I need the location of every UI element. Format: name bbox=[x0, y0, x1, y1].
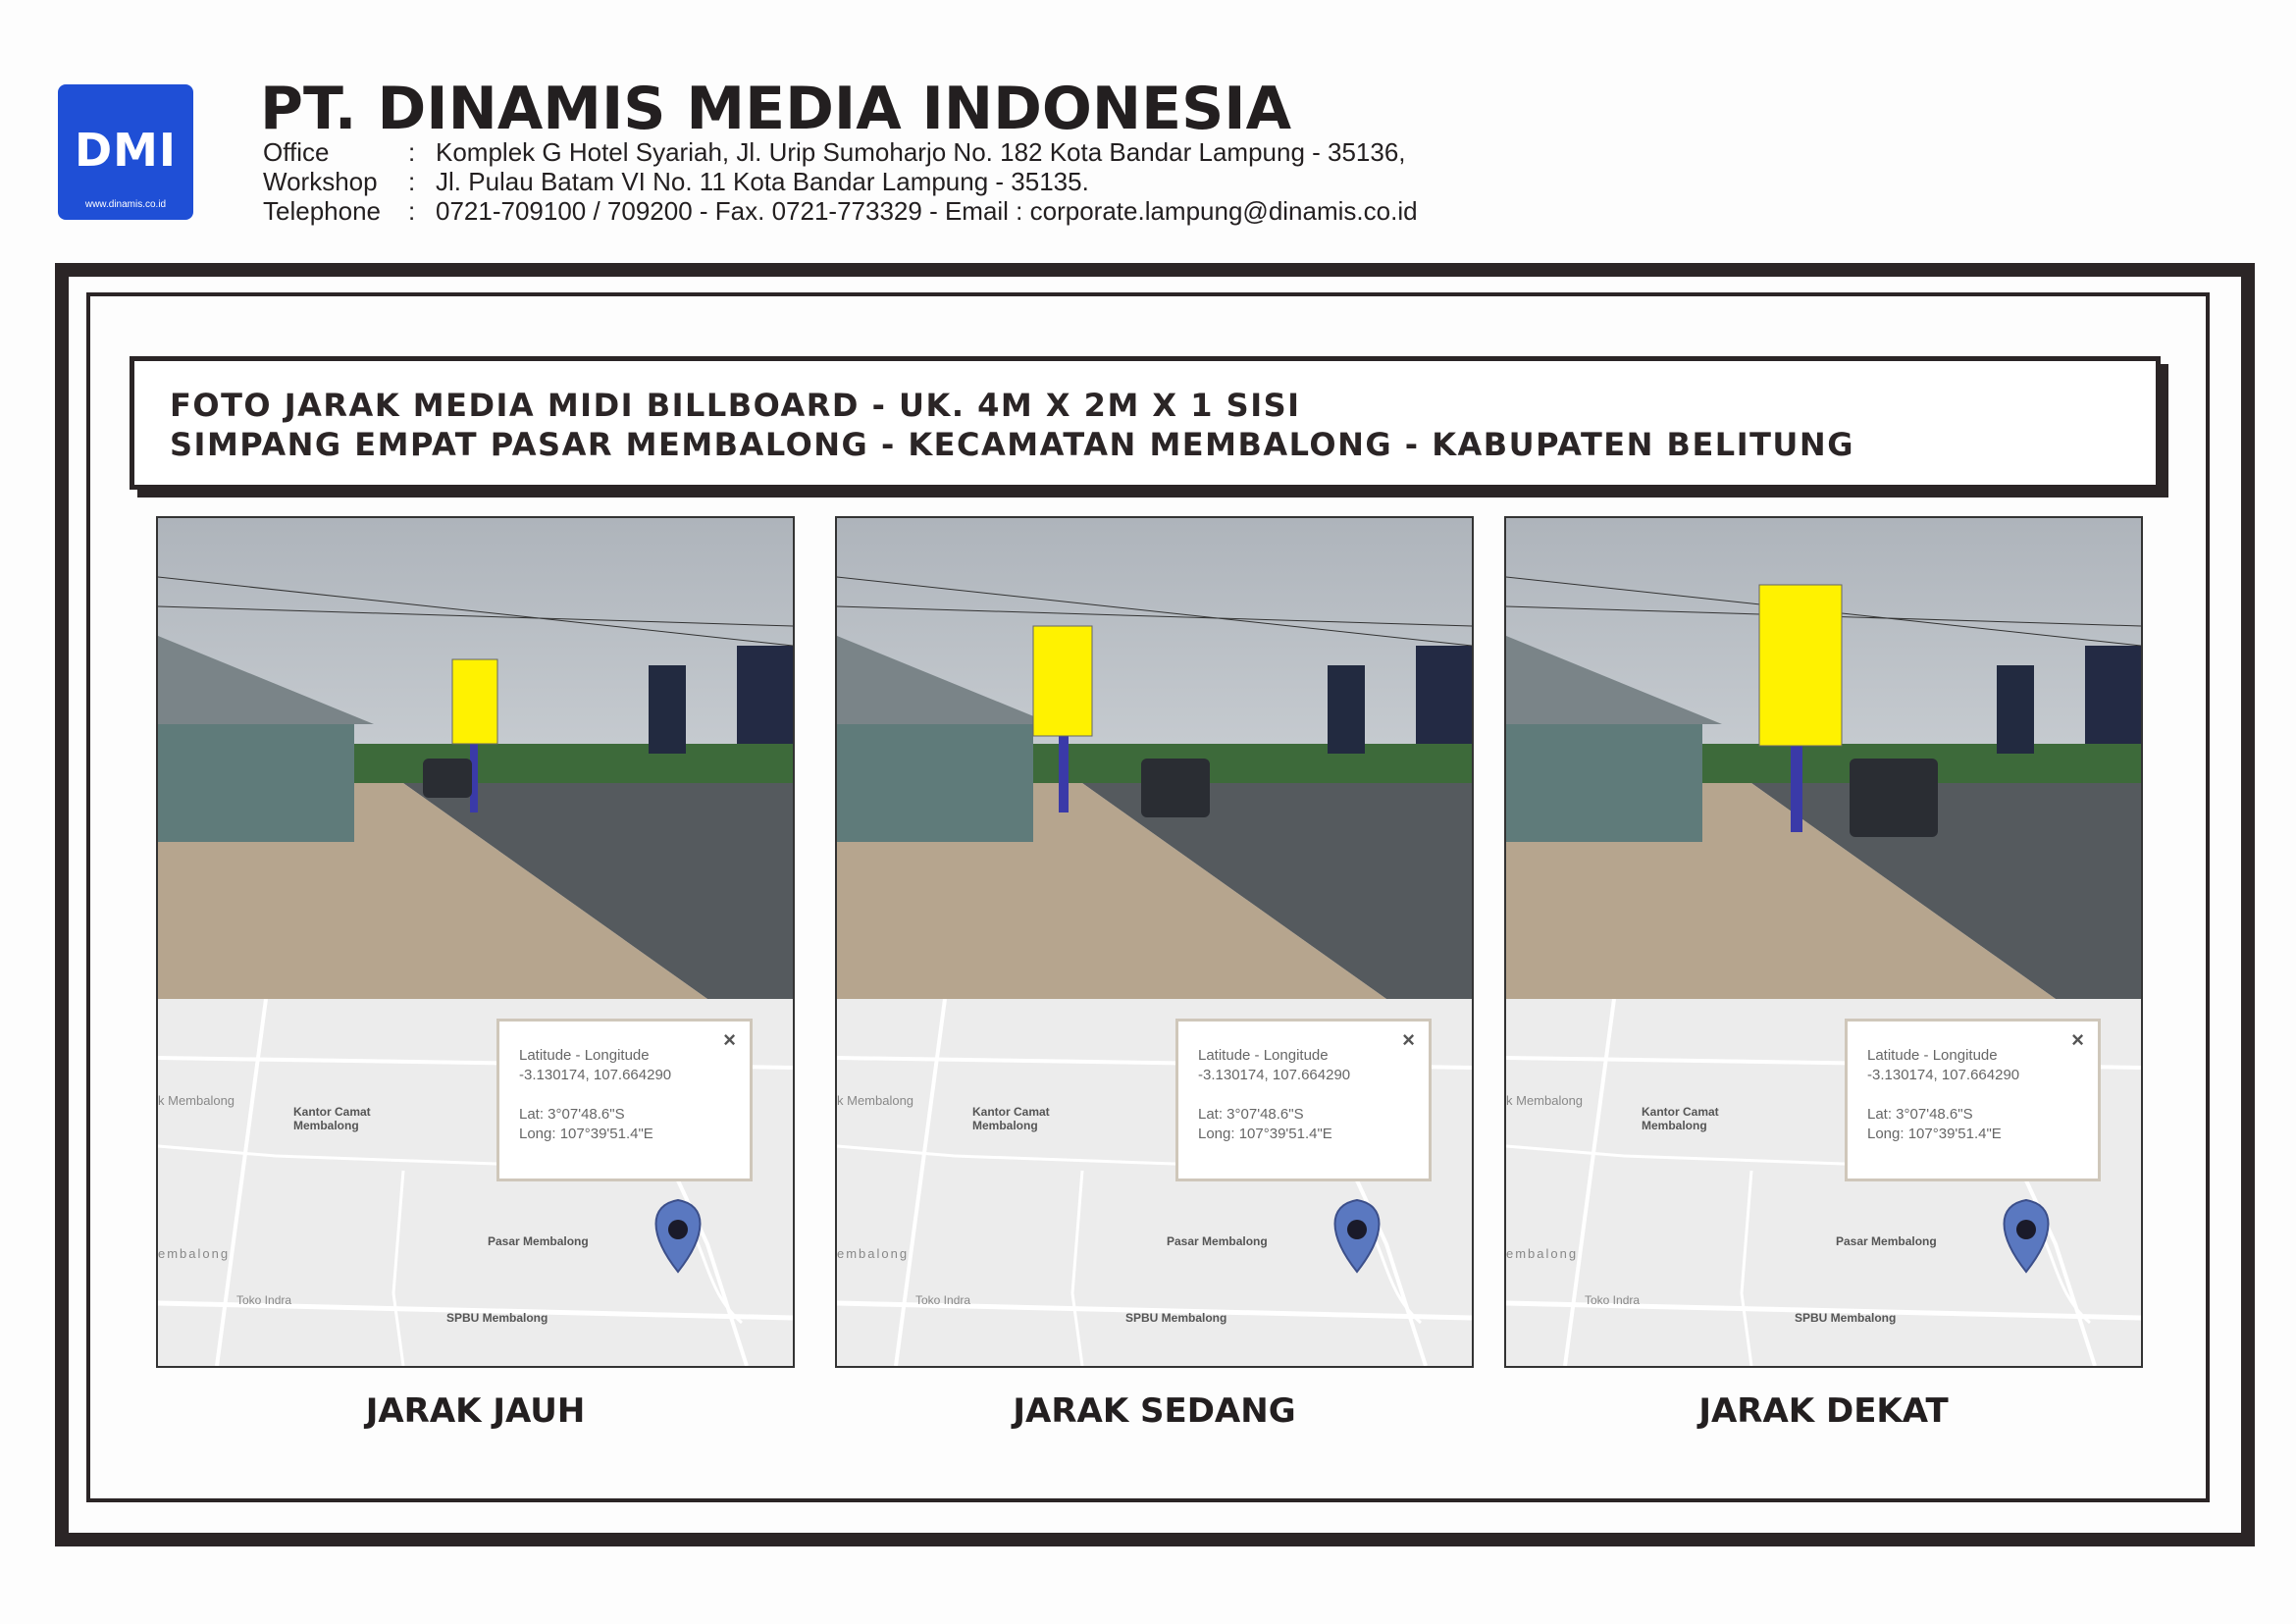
title-box bbox=[130, 356, 2161, 490]
location-map bbox=[837, 999, 1472, 1366]
caption-near: JARAK DEKAT bbox=[1698, 1391, 1949, 1431]
info-label: Office bbox=[263, 137, 330, 167]
map-label-pasar: Pasar Membalong bbox=[1167, 1234, 1268, 1248]
location-map bbox=[1506, 999, 2141, 1366]
coordinate-popup bbox=[496, 1019, 753, 1181]
map-label-area: embalong bbox=[1506, 1246, 1579, 1261]
popup-long: Long: 107°39'51.4"E bbox=[1198, 1126, 1332, 1142]
billboard-photo bbox=[158, 518, 793, 999]
company-info bbox=[263, 137, 1418, 226]
popup-title: Latitude - Longitude bbox=[1198, 1047, 1329, 1064]
title-line-2: SIMPANG EMPAT PASAR MEMBALONG - KECAMATAN MEMBALONG - KABUPATEN BELITUNG bbox=[170, 426, 1854, 463]
coordinate-popup bbox=[1845, 1019, 2101, 1181]
info-value: 0721-709100 / 709200 - Fax. 0721-773329 - Email : corporate.lampung@dinamis.co.id bbox=[436, 196, 1418, 226]
location-map bbox=[158, 999, 793, 1366]
popup-title: Latitude - Longitude bbox=[1867, 1047, 1998, 1064]
popup-lat: Lat: 3°07'48.6"S bbox=[519, 1106, 625, 1123]
logo-text: DMI bbox=[74, 124, 178, 177]
close-icon[interactable]: × bbox=[723, 1027, 736, 1052]
panel-medium bbox=[835, 516, 1474, 1368]
map-label-area: embalong bbox=[158, 1246, 231, 1261]
close-icon[interactable]: × bbox=[2071, 1027, 2084, 1052]
info-label: Workshop bbox=[263, 167, 378, 196]
info-value: Komplek G Hotel Syariah, Jl. Urip Sumoharjo No. 182 Kota Bandar Lampung - 35136, bbox=[436, 137, 1406, 167]
map-label-kantor: Kantor Camat Membalong bbox=[972, 1105, 1050, 1132]
map-label-spbu: SPBU Membalong bbox=[1125, 1311, 1227, 1325]
map-label-toko: Toko Indra bbox=[915, 1293, 971, 1307]
coordinate-popup bbox=[1175, 1019, 1432, 1181]
popup-lat: Lat: 3°07'48.6"S bbox=[1198, 1106, 1304, 1123]
panel-far bbox=[156, 516, 795, 1368]
map-label-pasar: Pasar Membalong bbox=[488, 1234, 589, 1248]
map-label-toko: Toko Indra bbox=[236, 1293, 292, 1307]
caption-far: JARAK JAUH bbox=[365, 1391, 586, 1431]
popup-long: Long: 107°39'51.4"E bbox=[519, 1126, 653, 1142]
map-label: k Membalong bbox=[158, 1093, 235, 1108]
popup-long: Long: 107°39'51.4"E bbox=[1867, 1126, 2002, 1142]
popup-title: Latitude - Longitude bbox=[519, 1047, 650, 1064]
info-row-telephone: Telephone : 0721-709100 / 709200 - Fax. 0721-773329 - Email : corporate.lampung@dinamis.co.id bbox=[263, 196, 1418, 226]
map-label-spbu: SPBU Membalong bbox=[446, 1311, 548, 1325]
panel-near bbox=[1504, 516, 2143, 1368]
close-icon[interactable]: × bbox=[1402, 1027, 1415, 1052]
popup-coords: -3.130174, 107.664290 bbox=[1198, 1067, 1351, 1083]
caption-medium: JARAK SEDANG bbox=[1013, 1391, 1296, 1431]
map-label-kantor: Kantor Camat Membalong bbox=[293, 1105, 371, 1132]
map-label: k Membalong bbox=[837, 1093, 914, 1108]
popup-coords: -3.130174, 107.664290 bbox=[1867, 1067, 2020, 1083]
map-label: k Membalong bbox=[1506, 1093, 1584, 1108]
company-logo bbox=[58, 84, 193, 220]
popup-coords: -3.130174, 107.664290 bbox=[519, 1067, 672, 1083]
map-label-kantor: Kantor Camat Membalong bbox=[1642, 1105, 1719, 1132]
map-label-spbu: SPBU Membalong bbox=[1795, 1311, 1897, 1325]
info-label: Telephone bbox=[263, 196, 381, 226]
map-label-toko: Toko Indra bbox=[1585, 1293, 1641, 1307]
billboard-photo bbox=[837, 518, 1472, 999]
map-label-pasar: Pasar Membalong bbox=[1836, 1234, 1937, 1248]
logo-url: www.dinamis.co.id bbox=[84, 199, 167, 210]
popup-lat: Lat: 3°07'48.6"S bbox=[1867, 1106, 1973, 1123]
map-label-area: embalong bbox=[837, 1246, 910, 1261]
billboard-photo bbox=[1506, 518, 2141, 999]
info-row-office: Office : Komplek G Hotel Syariah, Jl. Urip Sumoharjo No. 182 Kota Bandar Lampung - 35136, bbox=[263, 137, 1406, 167]
info-row-workshop: Workshop : Jl. Pulau Batam VI No. 11 Kota Bandar Lampung - 35135. bbox=[263, 167, 1089, 196]
company-name: PT. DINAMIS MEDIA INDONESIA bbox=[260, 75, 1292, 143]
info-value: Jl. Pulau Batam VI No. 11 Kota Bandar Lampung - 35135. bbox=[436, 167, 1089, 196]
title-line-1: FOTO JARAK MEDIA MIDI BILLBOARD - UK. 4M X 2M X 1 SISI bbox=[170, 387, 1301, 424]
